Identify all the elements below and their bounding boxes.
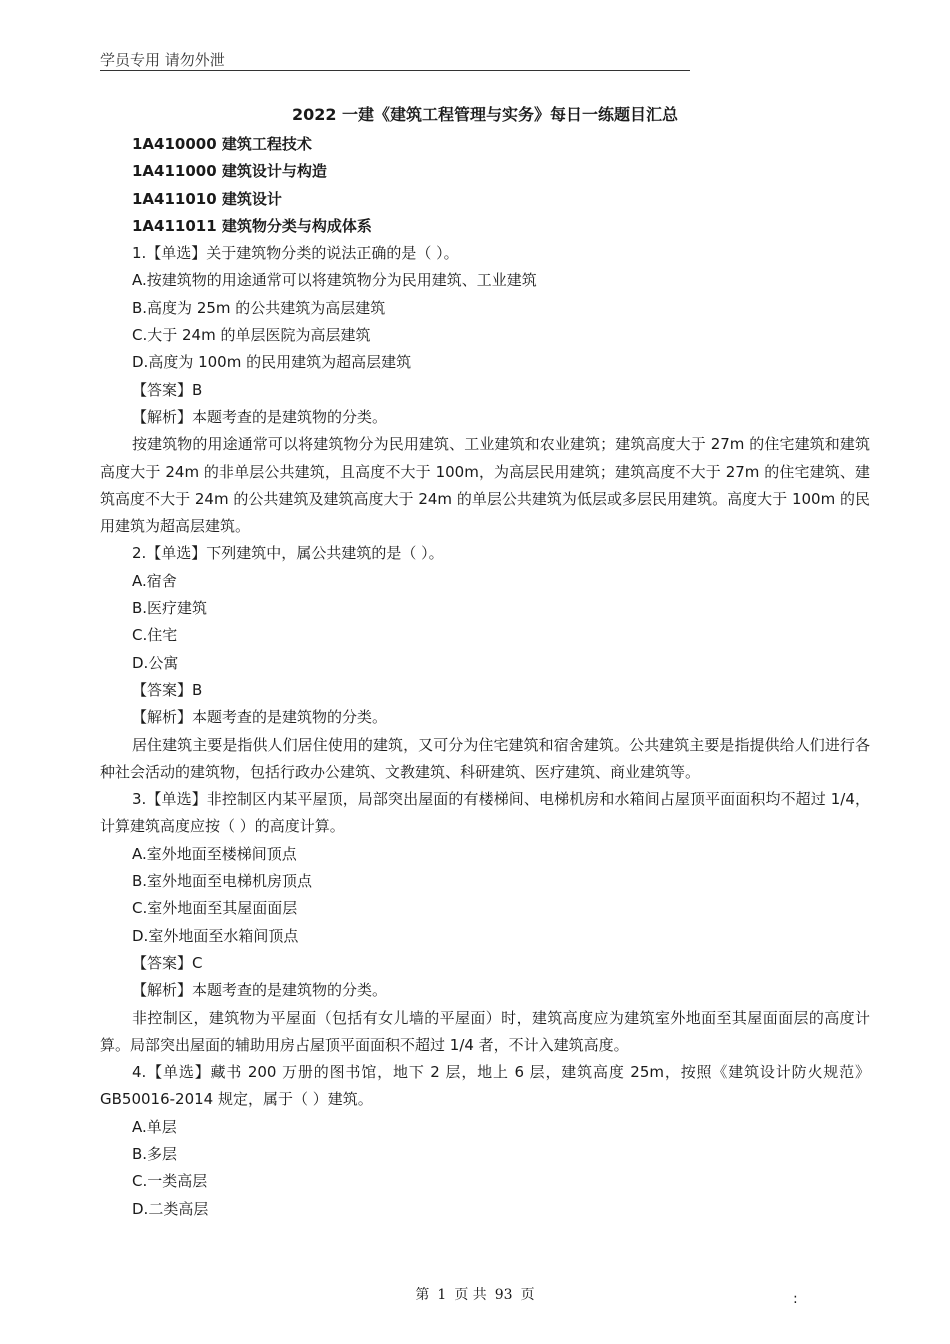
footer-suffix: 页: [520, 1287, 535, 1303]
question-option: D.公寓: [132, 653, 179, 672]
page-number: 1: [437, 1287, 447, 1303]
question-option: A.室外地面至楼梯间顶点: [132, 844, 297, 863]
section-heading: 1A411000 建筑设计与构造: [132, 162, 327, 181]
question-option: A.单层: [132, 1117, 177, 1136]
page-header: [100, 50, 690, 71]
document-body: [100, 131, 870, 1223]
question-answer: 【答案】B: [132, 680, 203, 699]
question-option: D.高度为 100m 的民用建筑为超高层建筑: [132, 353, 412, 372]
question-option: C.大于 24m 的单层医院为高层建筑: [132, 326, 371, 345]
analysis-label: 【解析】本题考查的是建筑物的分类。: [132, 981, 388, 1000]
question-option: C.住宅: [132, 626, 178, 645]
question-option: C.一类高层: [132, 1172, 208, 1191]
section-heading: 1A410000 建筑工程技术: [132, 135, 312, 153]
question-option: B.医疗建筑: [132, 599, 208, 618]
analysis-label: 【解析】本题考查的是建筑物的分类。: [132, 708, 388, 727]
document-title: 2022 一建《建筑工程管理与实务》每日一练题目汇总: [291, 105, 679, 124]
total-pages: 93: [494, 1287, 513, 1303]
section-heading: 1A411011 建筑物分类与构成体系: [132, 216, 372, 235]
page-footer: [0, 1285, 950, 1305]
question-option: C.室外地面至其屋面面层: [132, 899, 298, 918]
footer-mid: 页 共: [454, 1287, 487, 1303]
header-text: 学员专用 请勿外泄: [100, 51, 225, 69]
question-option: A.宿舍: [132, 571, 177, 590]
corner-mark: :: [793, 1291, 798, 1307]
analysis-text: 居住建筑主要是指供人们居住使用的建筑，又可分为住宅建筑和宿舍建筑。公共建筑主要是指提供给人们进行各种社会活动的建筑物，包括行政办公建筑、文教建筑、科研建筑、医疗建筑、商业建筑等。: [100, 735, 870, 781]
question-option: B.室外地面至电梯机房顶点: [132, 872, 313, 891]
question-stem: 3.【单选】非控制区内某平屋顶，局部突出屋面的有楼梯间、电梯机房和水箱间占屋顶平面面积均不超过 1/4，计算建筑高度应按（ ）的高度计算。: [100, 790, 870, 836]
question-option: A.按建筑物的用途通常可以将建筑物分为民用建筑、工业建筑: [132, 271, 537, 290]
analysis-text: 非控制区，建筑物为平屋面（包括有女儿墙的平屋面）时，建筑高度应为建筑室外地面至其屋面面层的高度计算。局部突出屋面的辅助用房占屋顶平面面积不超过 1/4 者，不计入建筑高度。: [100, 1008, 870, 1054]
question-stem: 1.【单选】关于建筑物分类的说法正确的是（ ）。: [132, 244, 459, 263]
question-option: B.高度为 25m 的公共建筑为高层建筑: [132, 298, 386, 317]
analysis-text: 按建筑物的用途通常可以将建筑物分为民用建筑、工业建筑和农业建筑；建筑高度大于 27m 的住宅建筑和建筑高度大于 24m 的非单层公共建筑，且高度不大于 100m，为高层民用建筑；建筑高度不大于 27m 的住宅建筑、建筑高度不大于 24m 的公共建筑及建筑高度大于 24m 的单层公共建筑为低层或多层民用建筑。高度大于 100m 的民用建筑为超高层建筑。: [100, 435, 870, 536]
question-stem: 4.【单选】藏书 200 万册的图书馆，地下 2 层，地上 6 层，建筑高度 25m，按照《建筑设计防火规范》GB50016-2014 规定，属于（ ）建筑。: [100, 1063, 870, 1109]
question-option: B.多层: [132, 1144, 178, 1163]
question-answer: 【答案】C: [132, 953, 203, 972]
section-heading: 1A411010 建筑设计: [132, 189, 282, 208]
question-option: D.二类高层: [132, 1199, 209, 1218]
question-option: D.室外地面至水箱间顶点: [132, 926, 299, 945]
question-answer: 【答案】B: [132, 380, 203, 399]
analysis-label: 【解析】本题考查的是建筑物的分类。: [132, 407, 388, 426]
footer-prefix: 第: [415, 1287, 430, 1303]
question-stem: 2.【单选】下列建筑中，属公共建筑的是（ ）。: [132, 544, 444, 563]
